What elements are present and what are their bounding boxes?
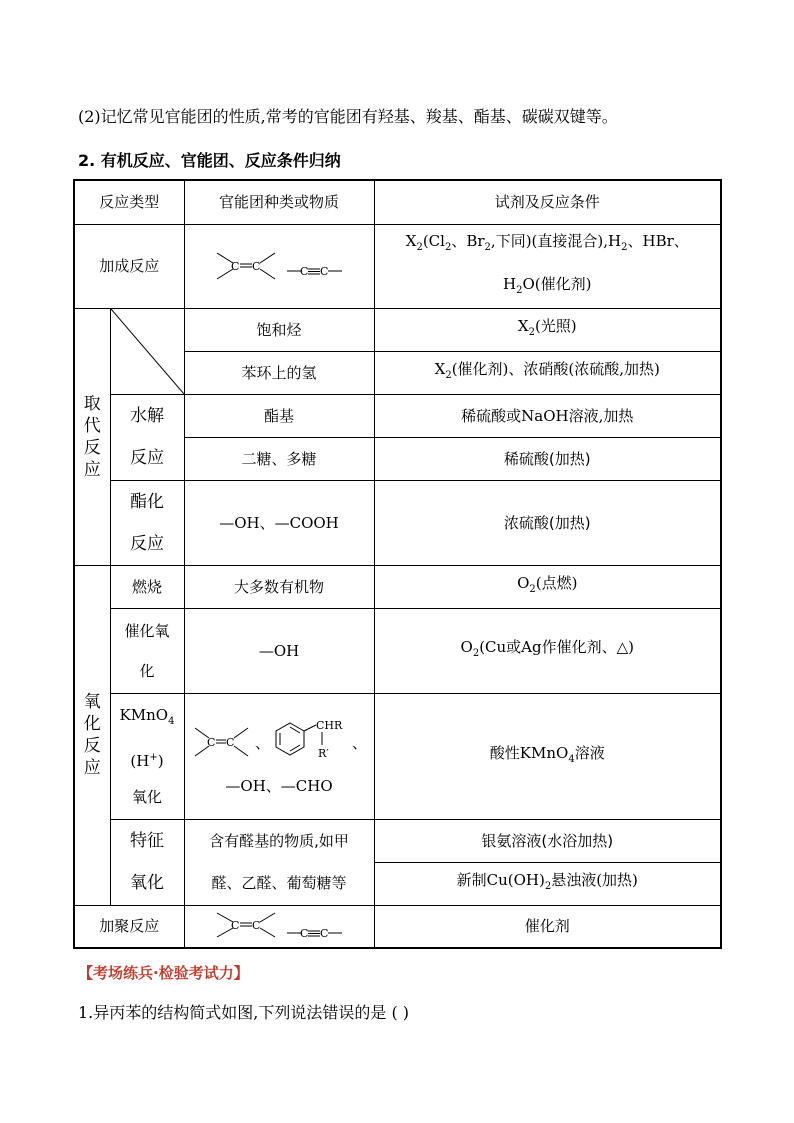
substitution-label: 取 代 反 应 <box>74 308 110 565</box>
kmno4-group <box>184 693 374 819</box>
svg-text:C: C <box>320 927 329 941</box>
esterification-label: 酯化 反应 <box>110 480 184 565</box>
polymerization-group <box>184 905 374 948</box>
polymerization-type: 加聚反应 <box>74 905 184 948</box>
special-group: 含有醛基的物质,如甲 醛、乙醛、葡萄糖等 <box>184 819 374 905</box>
cc-double-structure <box>191 720 253 766</box>
svg-text:C: C <box>231 919 240 933</box>
kmno4-label: KMnO$_4$ (H+) 氧化 <box>110 693 184 819</box>
table-row-kmno4-oxidation <box>74 693 721 819</box>
section-tag: 【考场练兵·检验考试力】 <box>78 964 249 982</box>
cc-double-triple-structure-2 <box>209 907 349 945</box>
saturated-group: 饱和烃 <box>184 308 374 351</box>
svg-text:R′: R′ <box>318 747 329 760</box>
question-1: 1.异丙苯的结构简式如图,下列说法错误的是 ( ) <box>78 1003 410 1022</box>
reaction-table <box>73 179 722 949</box>
section-heading: 2. 有机反应、官能团、反应条件归纳 <box>78 151 341 170</box>
svg-text:CHR: CHR <box>316 719 343 732</box>
sugar-group: 二糖、多糖 <box>184 437 374 480</box>
table-row-combustion <box>74 565 721 608</box>
benzyl-chr-structure <box>272 715 350 771</box>
benzene-h-group: 苯环上的氢 <box>184 351 374 394</box>
polymerization-reagent: 催化剂 <box>374 905 721 948</box>
table-row-addition <box>74 224 721 308</box>
special-reagent-2: 新制$Cu(OH)_2$悬浊液(加热) <box>374 862 721 905</box>
hydrolysis-label: 水解 反应 <box>110 394 184 480</box>
table-row-saturated <box>74 308 721 351</box>
combustion-reagent: $O_2$(点燃) <box>374 565 721 608</box>
catalytic-reagent: $O_2(Cu$或Ag作催化剂、△) <box>374 608 721 693</box>
addition-reagent: $X_2(Cl_2$、$Br_2$,下同)(直接混合)$,H_2$、HBr、 $H_2O$(催化剂) <box>374 224 721 308</box>
table-row-catalytic-oxidation <box>74 608 721 693</box>
catalytic-label: 催化氧 化 <box>110 608 184 693</box>
svg-text:C: C <box>300 927 309 941</box>
addition-group <box>184 224 374 308</box>
svg-text:C: C <box>226 736 235 749</box>
carbon-label-4: C <box>320 265 329 278</box>
ester-group: 酯基 <box>184 394 374 437</box>
combustion-label: 燃烧 <box>110 565 184 608</box>
header-reaction-type: 反应类型 <box>74 180 184 224</box>
oxidation-label: 氧 化 反 应 <box>74 565 110 905</box>
kmno4-reagent: 酸性KMnO$_4$溶液 <box>374 693 721 819</box>
special-label: 特征 氧化 <box>110 819 184 905</box>
catalytic-group: —OH <box>184 608 374 693</box>
intro-paragraph: (2)记忆常见官能团的性质,常考的官能团有羟基、羧基、酯基、碳碳双键等。 <box>78 107 618 126</box>
esterification-reagent: 浓硫酸(加热) <box>374 480 721 565</box>
header-reagent-condition: 试剂及反应条件 <box>374 180 721 224</box>
table-row-esterification <box>74 480 721 565</box>
table-row-polymerization <box>74 905 721 948</box>
combustion-group: 大多数有机物 <box>184 565 374 608</box>
svg-text:C: C <box>207 736 216 749</box>
addition-type: 加成反应 <box>74 224 184 308</box>
svg-text:C: C <box>252 919 261 933</box>
cc-double-triple-structure <box>209 241 349 291</box>
sugar-reagent: 稀硫酸(加热) <box>374 437 721 480</box>
table-header-row <box>74 180 721 224</box>
header-functional-group: 官能团种类或物质 <box>184 180 374 224</box>
saturated-reagent: $X_2$(光照) <box>374 308 721 351</box>
table-row-special-oxidation-1 <box>74 819 721 862</box>
ester-hydrolysis-reagent: 稀硫酸或NaOH溶液,加热 <box>374 394 721 437</box>
special-reagent-1: 银氨溶液(水浴加热) <box>374 819 721 862</box>
diagonal-cell <box>110 308 184 394</box>
table-row-ester-hydrolysis <box>74 394 721 437</box>
carbon-label-3: C <box>300 265 309 278</box>
esterification-group: —OH、—COOH <box>184 480 374 565</box>
kmno4-group-sep1: 、 <box>255 734 271 752</box>
kmno4-group-sep2: 、 <box>352 734 368 752</box>
benzene-h-reagent: $X_2$(催化剂)、浓硝酸(浓硫酸,加热) <box>374 351 721 394</box>
carbon-label-2: C <box>252 260 261 273</box>
carbon-label-1: C <box>231 260 240 273</box>
kmno4-group-line2: —OH、—CHO <box>225 777 333 795</box>
diagonal-line <box>111 309 184 394</box>
